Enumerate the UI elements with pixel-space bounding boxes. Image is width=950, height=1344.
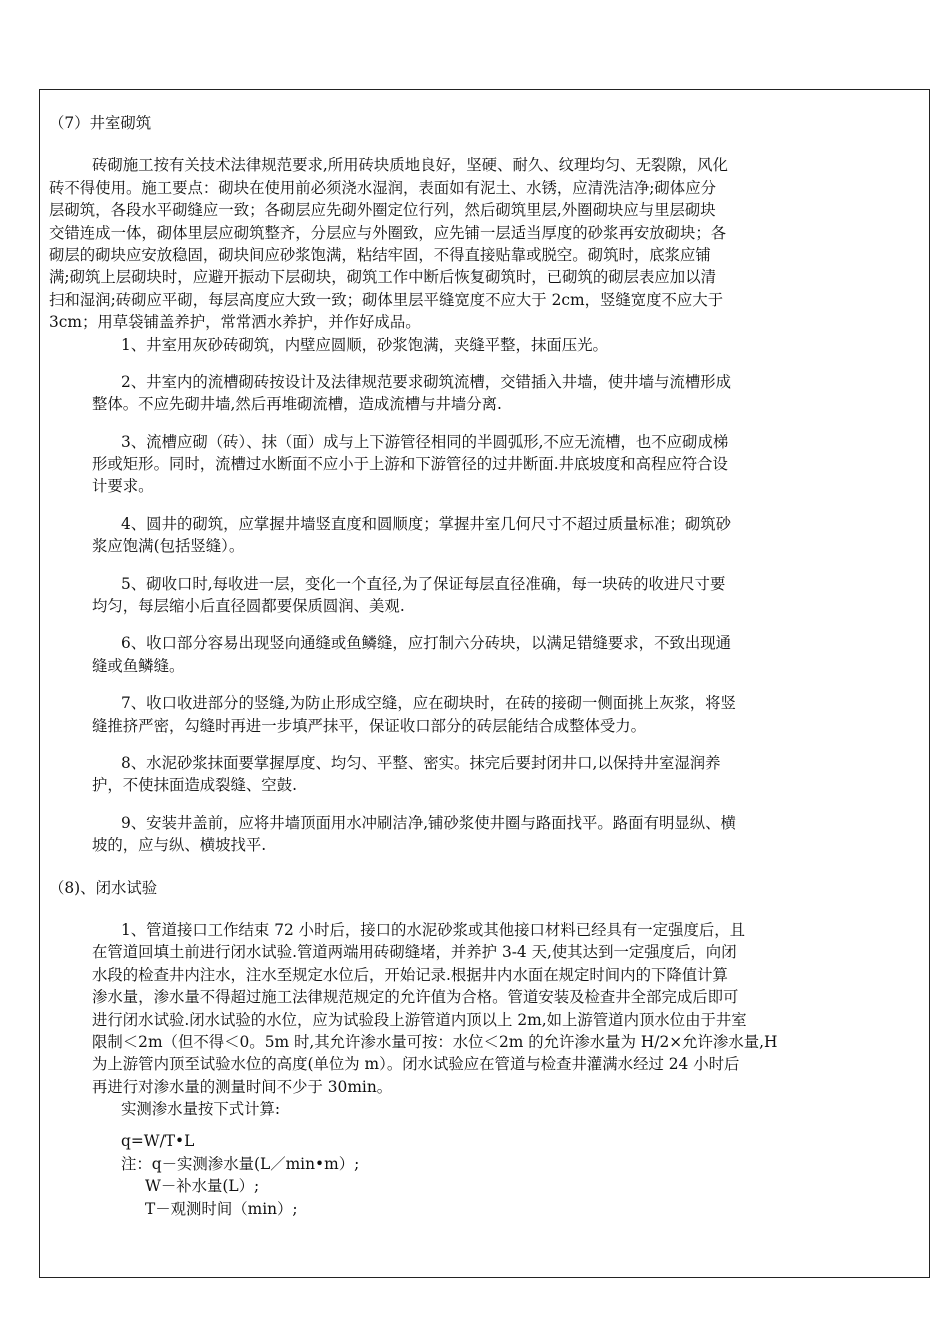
note-q: 注：q－实测渗水量(L／min•m）; [121, 1154, 360, 1173]
paragraph-line: 满;砌筑上层砌块时，应避开振动下层砌块，砌筑工作中断后恢复砌筑时，已砌筑的砌层表应加以清 [49, 268, 716, 287]
list-item-line: 缝推挤严密，勾缝时再进一步填严抹平，保证收口部分的砖层能结合成整体受力。 [92, 716, 647, 735]
paragraph-line: 再进行对渗水量的测量时间不少于 30min。 [92, 1077, 393, 1096]
list-item-line: 2、井室内的流槽砌砖按设计及法律规范要求砌筑流槽，交错插入井墙，使井墙与流槽形成 [121, 372, 732, 391]
paragraph-line: 为上游管内顶至试验水位的高度(单位为 m）。闭水试验应在管道与检查井灌满水经过 24 小时后 [92, 1055, 740, 1074]
list-item-8 [49, 752, 894, 797]
list-item-line: 8、水泥砂浆抹面要掌握厚度、均匀、平整、密实。抹完后要封闭井口,以保持井室湿润养 [121, 753, 721, 772]
note-w: W－补水量(L）; [145, 1177, 260, 1196]
list-item-line: 4、圆井的砌筑，应掌握井墙竖直度和圆顺度；掌握井室几何尺寸不超过质量标准；砌筑砂 [121, 514, 732, 533]
paragraph-line: 砌层的砌块应安放稳固，砌块间应砂浆饱满，粘结牢固，不得直接贴靠或脱空。砌筑时，底浆应铺 [49, 245, 711, 264]
section8-paragraph [49, 919, 894, 1098]
list-item-line: 护，不使抹面造成裂缝、空鼓. [92, 776, 297, 795]
paragraph-line: 扫和湿润;砖砌应平砌，每层高度应大致一致；砌体里层平缝宽度不应大于 2cm，竖缝宽度不应大于 [49, 290, 724, 309]
document-body [49, 112, 894, 1220]
note-t: T－观测时间（min）; [145, 1199, 298, 1218]
section7-intro-paragraph [49, 154, 894, 333]
paragraph-line: 交错连成一体，砌体里层应砌筑整齐，分层应与外圈致，应先铺一层适当厚度的砂浆再安放砌块；各 [49, 223, 727, 242]
list-item-2 [49, 371, 894, 416]
paragraph-line: 限制＜2m（但不得＜0。5m 时,其允许渗水量可按：水位＜2m 的允许渗水量为 H/2×允许渗水量,H [92, 1032, 778, 1051]
list-item-5 [49, 573, 894, 618]
list-item-3 [49, 431, 894, 498]
list-item-line: 7、收口收进部分的竖缝,为防止形成空缝，应在砌块时，在砖的接砌一侧面挑上灰浆，将竖 [121, 694, 736, 713]
list-item-9 [49, 812, 894, 857]
paragraph-line: 1、管道接口工作结束 72 小时后，接口的水泥砂浆或其他接口材料已经具有一定强度后，且 [121, 920, 746, 939]
list-item-4 [49, 513, 894, 558]
section8-heading: （8)、闭水试验 [49, 878, 158, 897]
paragraph-line: 层砌筑，各段水平砌缝应一致；各砌层应先砌外圈定位行列，然后砌筑里层,外圈砌块应与里层砌块 [49, 201, 716, 220]
list-item-7 [49, 692, 894, 737]
list-item-line: 形或矩形。同时，流槽过水断面不应小于上游和下游管径的过井断面.井底坡度和高程应符合设 [92, 455, 728, 474]
section7-heading: （7）井室砌筑 [49, 114, 152, 132]
list-item-line: 计要求。 [92, 477, 154, 496]
paragraph-line: 进行闭水试验.闭水试验的水位，应为试验段上游管道内顶以上 2m,如上游管道内顶水位由于井室 [92, 1010, 747, 1029]
calc-intro: 实测渗水量按下式计算: [121, 1100, 281, 1119]
paragraph-line: 砖不得使用。施工要点：砌块在使用前必须浇水湿润，表面如有泥土、水锈，应清洗洁净;砌体应分 [49, 178, 716, 197]
list-item-line: 整体。不应先砌井墙,然后再堆砌流槽，造成流槽与井墙分离. [92, 395, 502, 414]
paragraph-line: 渗水量，渗水量不得超过施工法律规范规定的允许值为合格。管道安装及检查井全部完成后即可 [92, 988, 739, 1007]
list-item-line: 1、井室用灰砂砖砌筑，内壁应圆顺，砂浆饱满，夹缝平整，抹面压光。 [121, 335, 608, 354]
formula: q=W/T•L [121, 1132, 195, 1151]
list-item-1 [49, 334, 894, 356]
paragraph-line: 水段的检查井内注水，注水至规定水位后，开始记录.根据井内水面在规定时间内的下降值计算 [92, 965, 728, 984]
list-item-line: 6、收口部分容易出现竖向通缝或鱼鳞缝，应打制六分砖块，以满足错缝要求，不致出现通 [121, 634, 732, 653]
list-item-line: 9、安装井盖前，应将井墙顶面用水冲刷洁净,铺砂浆使井圈与路面找平。路面有明显纵、横 [121, 813, 736, 832]
paragraph-line: 在管道回填土前进行闭水试验.管道两端用砖砌缝堵，并养护 3-4 天,使其达到一定强度后，向闭 [92, 943, 737, 962]
list-item-line: 缝或鱼鳞缝。 [92, 656, 185, 675]
list-item-6 [49, 632, 894, 677]
list-item-line: 浆应饱满(包括竖缝）。 [92, 537, 245, 556]
paragraph-line: 砖砌施工按有关技术法律规范要求,所用砖块质地良好，坚硬、耐久、纹理均匀、无裂隙，风化 [92, 156, 728, 175]
list-item-line: 均匀，每层缩小后直径圆都要保质圆润、美观. [92, 597, 405, 616]
paragraph-line: 3cm；用草袋铺盖养护，常常洒水养护，并作好成品。 [49, 313, 421, 332]
list-item-line: 5、砌收口时,每收进一层，变化一个直径,为了保证每层直径准确，每一块砖的收进尺寸要 [121, 574, 726, 593]
list-item-line: 坡的，应与纵、横坡找平. [92, 836, 267, 855]
list-item-line: 3、流槽应砌（砖）、抹（面）成与上下游管径相同的半圆弧形,不应无流槽，也不应砌成梯 [121, 432, 729, 451]
